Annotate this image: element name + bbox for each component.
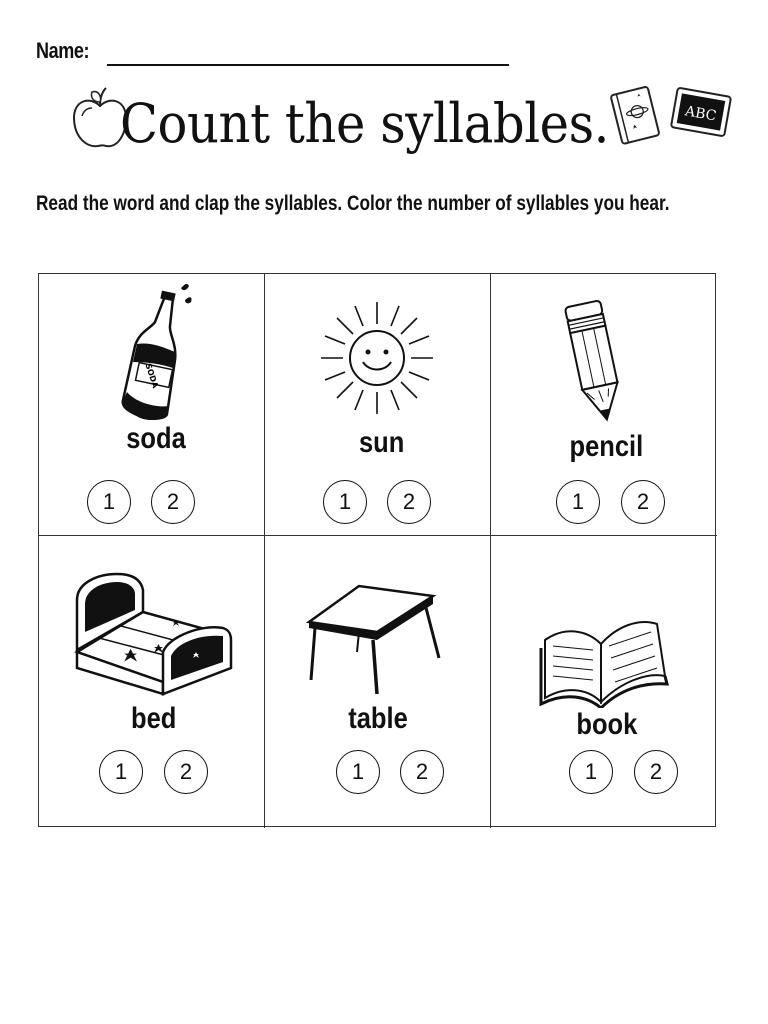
- name-label: Name:: [36, 38, 90, 63]
- card-sun: [265, 274, 491, 536]
- word-label: bed: [131, 702, 177, 735]
- choice-1-button[interactable]: 1: [556, 480, 600, 524]
- notebook-icon: [608, 84, 664, 146]
- bottle-label: SODA: [143, 362, 160, 390]
- sun-icon: [317, 298, 437, 418]
- card-soda: [39, 274, 265, 536]
- choice-1-button[interactable]: 1: [99, 750, 143, 794]
- instructions: Read the word and clap the syllables. Color the number of syllables you hear.: [36, 192, 670, 215]
- choice-1-button[interactable]: 1: [323, 480, 367, 524]
- choice-2-button[interactable]: 2: [151, 480, 195, 524]
- word-label: sun: [359, 426, 405, 459]
- choice-1-button[interactable]: 1: [569, 750, 613, 794]
- page-title: Count the syllables.: [120, 92, 609, 155]
- card-bed: [39, 536, 265, 828]
- card-table: [265, 536, 491, 828]
- choice-2-button[interactable]: 2: [400, 750, 444, 794]
- word-label: soda: [126, 422, 186, 455]
- syllable-grid: [38, 273, 716, 827]
- name-line[interactable]: [107, 64, 509, 66]
- word-label: book: [576, 708, 638, 741]
- word-label: table: [348, 702, 408, 735]
- chalkboard-text: ABC: [683, 103, 718, 125]
- chalkboard-icon: [668, 82, 734, 142]
- word-label: pencil: [569, 430, 644, 463]
- choice-1-button[interactable]: 1: [87, 480, 131, 524]
- pencil-icon: [563, 298, 633, 428]
- soda-bottle-icon: [115, 282, 195, 422]
- choice-2-button[interactable]: 2: [634, 750, 678, 794]
- bed-icon: [73, 572, 233, 698]
- choice-2-button[interactable]: 2: [387, 480, 431, 524]
- card-book: [491, 536, 717, 828]
- card-pencil: [491, 274, 717, 536]
- choice-2-button[interactable]: 2: [164, 750, 208, 794]
- table-icon: [305, 582, 445, 698]
- choice-2-button[interactable]: 2: [621, 480, 665, 524]
- choice-1-button[interactable]: 1: [336, 750, 380, 794]
- book-icon: [539, 612, 669, 708]
